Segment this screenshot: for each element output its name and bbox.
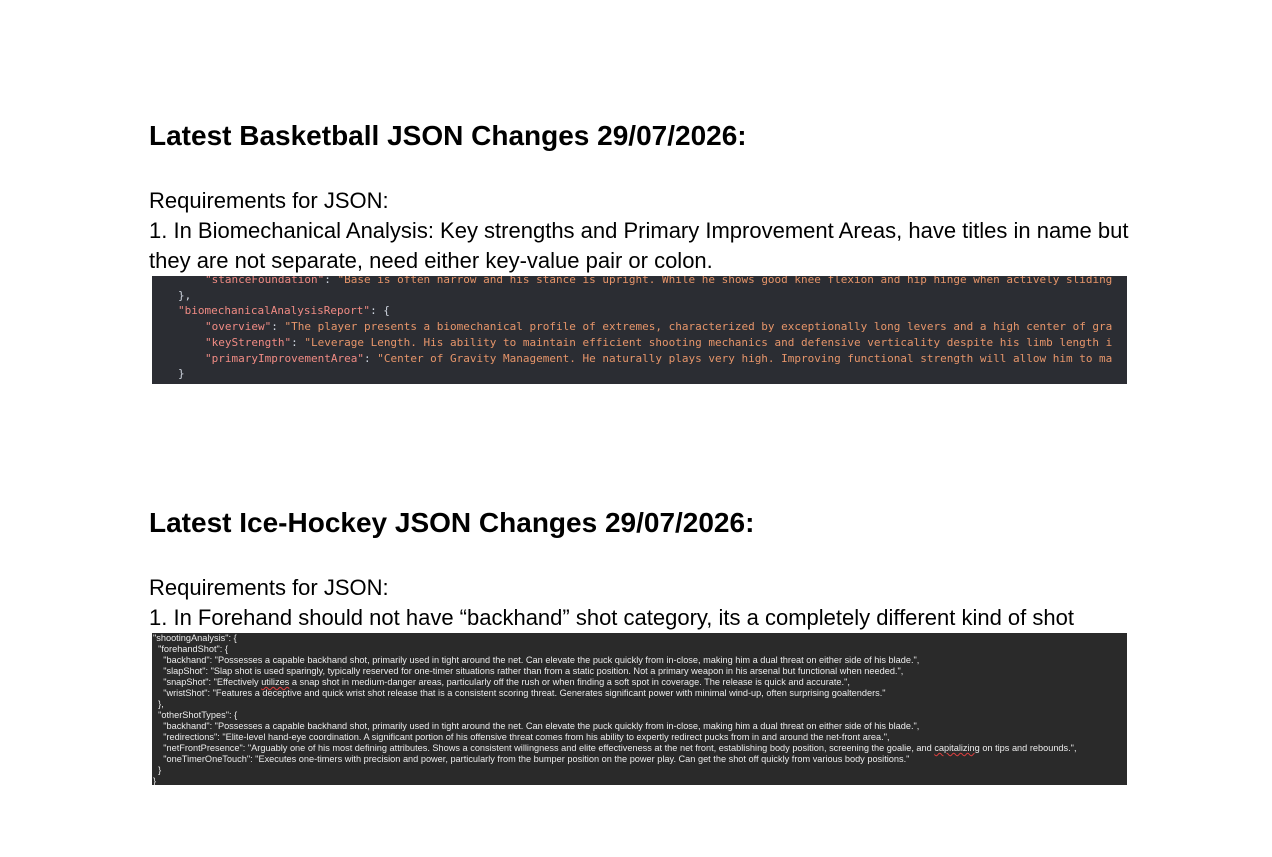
icehockey-json-screenshot [152,633,1127,785]
code-line: "redirections": "Elite-level hand-eye coordination. A significant portion of his offensive threat comes from his ability to expertly redirect pucks from in and around the net-front area.", [153,732,890,742]
code-line: "stanceFoundation": "Base is often narrow and his stance is upright. While he shows good knee flexion and hip hinge when actively sliding [205,276,1113,286]
code-line: }, [153,699,164,709]
code-line: } [153,776,157,785]
code-line: "netFrontPresence": "Arguably one of his most defining attributes. Shows a consistent willingness and elite effectiveness at the net front, establishing body position, screening the goalie, and capitalizing on tips and rebounds.", [153,743,1077,753]
code-line: } [153,765,162,775]
icehockey-requirement-1: 1. In Forehand should not have “backhand” shot category, its a completely different kind of shot [149,605,1074,630]
icehockey-heading: Latest Ice-Hockey JSON Changes 29/07/2026: [149,507,755,538]
basketball-section [149,116,1129,384]
code-line: "biomechanicalAnalysisReport": { [178,304,390,317]
basketball-requirement-1: 1. In Biomechanical Analysis: Key strengths and Primary Improvement Areas, have titles in name but they are not separate, need either key-value pair or colon. [149,218,1129,273]
code-line: "keyStrength": "Leverage Length. His ability to maintain efficient shooting mechanics and defensive verticality despite his limb length i [205,336,1113,349]
code-line: "overview": "The player presents a biomechanical profile of extremes, characterized by exceptionally long levers and a high center of gra [205,320,1113,333]
code-line: "otherShotTypes": { [153,710,238,720]
basketball-requirements-heading: Requirements for JSON: [149,188,389,213]
code-line: "shootingAnalysis": { [153,633,237,643]
spellcheck-word: capitalizing [934,743,980,753]
code-line: "oneTimerOneTouch": "Executes one-timers with precision and power, particularly from the bumper position on the power play. Can get the shot off quickly from various body positions." [153,754,910,764]
spacer [149,156,1129,186]
icehockey-section [149,503,1129,785]
code-line: "wristShot": "Features a deceptive and quick wrist shot release that is a consistent scoring threat. Generates significant power with minimal wind-up, often surprising goaltenders." [153,688,886,698]
code-line: "backhand": "Possesses a capable backhand shot, primarily used in tight around the net. Can elevate the puck quickly from in-close, making him a dual threat on either side of his blade.", [153,721,920,731]
code-line: }, [178,289,192,302]
spacer [149,543,1129,573]
code-line: } [178,367,185,380]
icehockey-requirements-heading: Requirements for JSON: [149,575,389,600]
basketball-heading: Latest Basketball JSON Changes 29/07/2026: [149,120,747,151]
code-line: "forehandShot": { [153,644,228,654]
code-line: "slapShot": "Slap shot is used sparingly, typically reserved for one-timer situations rather than from a static position. Not a primary weapon in his arsenal but functional when needed.", [153,666,904,676]
spellcheck-word: utilizes [261,677,290,687]
basketball-json-screenshot [152,276,1127,384]
code-line: "snapShot": "Effectively utilizes a snap shot in medium-danger areas, particularly off the rush or when finding a soft spot in coverage. The release is quick and accurate.", [153,677,850,687]
code-line: "primaryImprovementArea": "Center of Gravity Management. He naturally plays very high. Improving functional strength will allow him to ma [205,352,1113,365]
code-line: "backhand": "Possesses a capable backhand shot, primarily used in tight around the net. Can elevate the puck quickly from in-close, making him a dual threat on either side of his blade.", [153,655,920,665]
